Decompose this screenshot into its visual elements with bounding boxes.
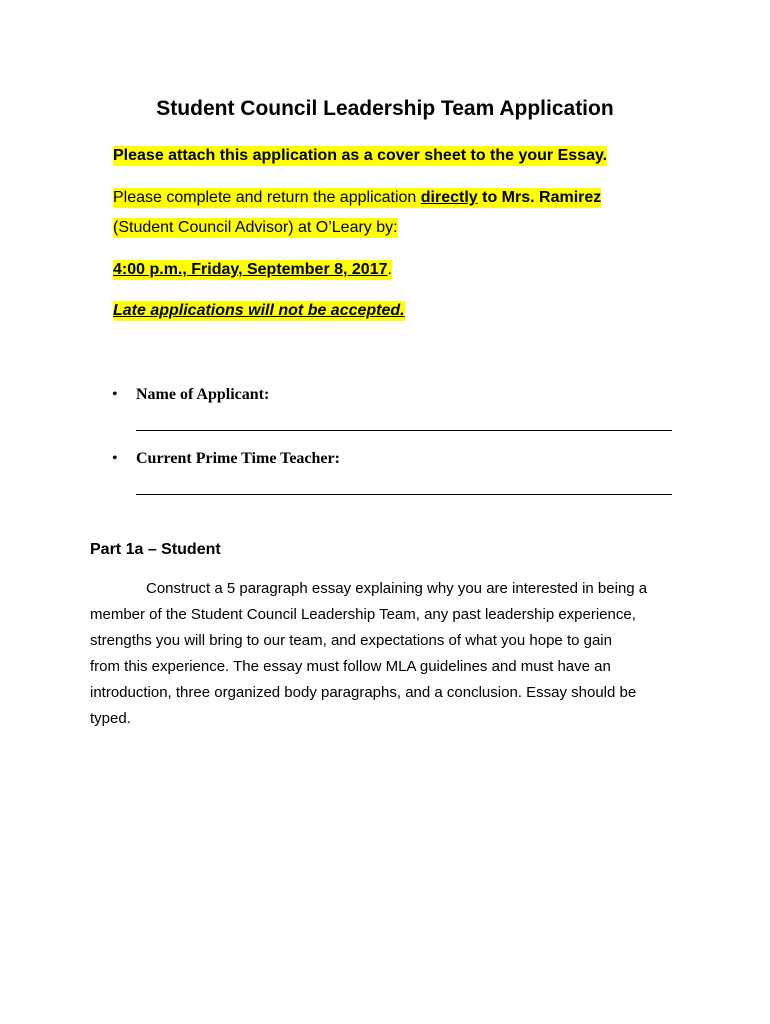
advisor-location-text: (Student Council Advisor) at O’Leary by: (113, 219, 398, 236)
part1a-heading: Part 1a – Student (90, 541, 221, 558)
deadline-date: 4:00 p.m., Friday, September 8, 2017 (113, 261, 388, 278)
return-instruction-part1: Please complete and return the application (113, 189, 421, 206)
prime-time-teacher-label: Current Prime Time Teacher: (136, 450, 340, 467)
late-notice-text: Late applications will not be accepted. (113, 302, 405, 319)
essay-line: introduction, three organized body paragraphs, and a conclusion. Essay should be (90, 684, 637, 701)
page-title: Student Council Leadership Team Application (156, 97, 614, 120)
essay-line: from this experience. The essay must follow MLA guidelines and must have an (90, 658, 611, 675)
prime-time-teacher-blank-line[interactable] (136, 494, 672, 495)
return-instruction-line2 (113, 217, 398, 239)
attach-instruction-text: Please attach this application as a cover sheet to the your Essay. (113, 147, 608, 164)
part1a-essay-instructions (90, 578, 690, 734)
bullet-icon: • (112, 386, 118, 403)
essay-line: Construct a 5 paragraph essay explaining why you are interested in being a (146, 580, 648, 597)
bullet-icon: • (112, 450, 118, 467)
deadline-text (113, 260, 392, 280)
return-directly-emphasis: directly (420, 189, 478, 206)
essay-line: member of the Student Council Leadership Team, any past leadership experience, (90, 606, 636, 623)
return-instruction-text (113, 188, 601, 208)
essay-line: typed. (90, 710, 131, 727)
applicant-name-label: Name of Applicant: (136, 386, 270, 403)
applicant-name-blank-line[interactable] (136, 430, 672, 431)
return-instruction (113, 187, 601, 209)
return-to-advisor: to Mrs. Ramirez (477, 189, 602, 206)
applicant-name-field (112, 384, 269, 406)
attach-instruction (113, 145, 607, 167)
deadline (113, 259, 392, 281)
essay-line: strengths you will bring to our team, and expectations of what you hope to gain (90, 632, 612, 649)
deadline-period: . (387, 261, 392, 278)
late-notice (113, 300, 405, 322)
prime-time-teacher-field (112, 448, 340, 470)
